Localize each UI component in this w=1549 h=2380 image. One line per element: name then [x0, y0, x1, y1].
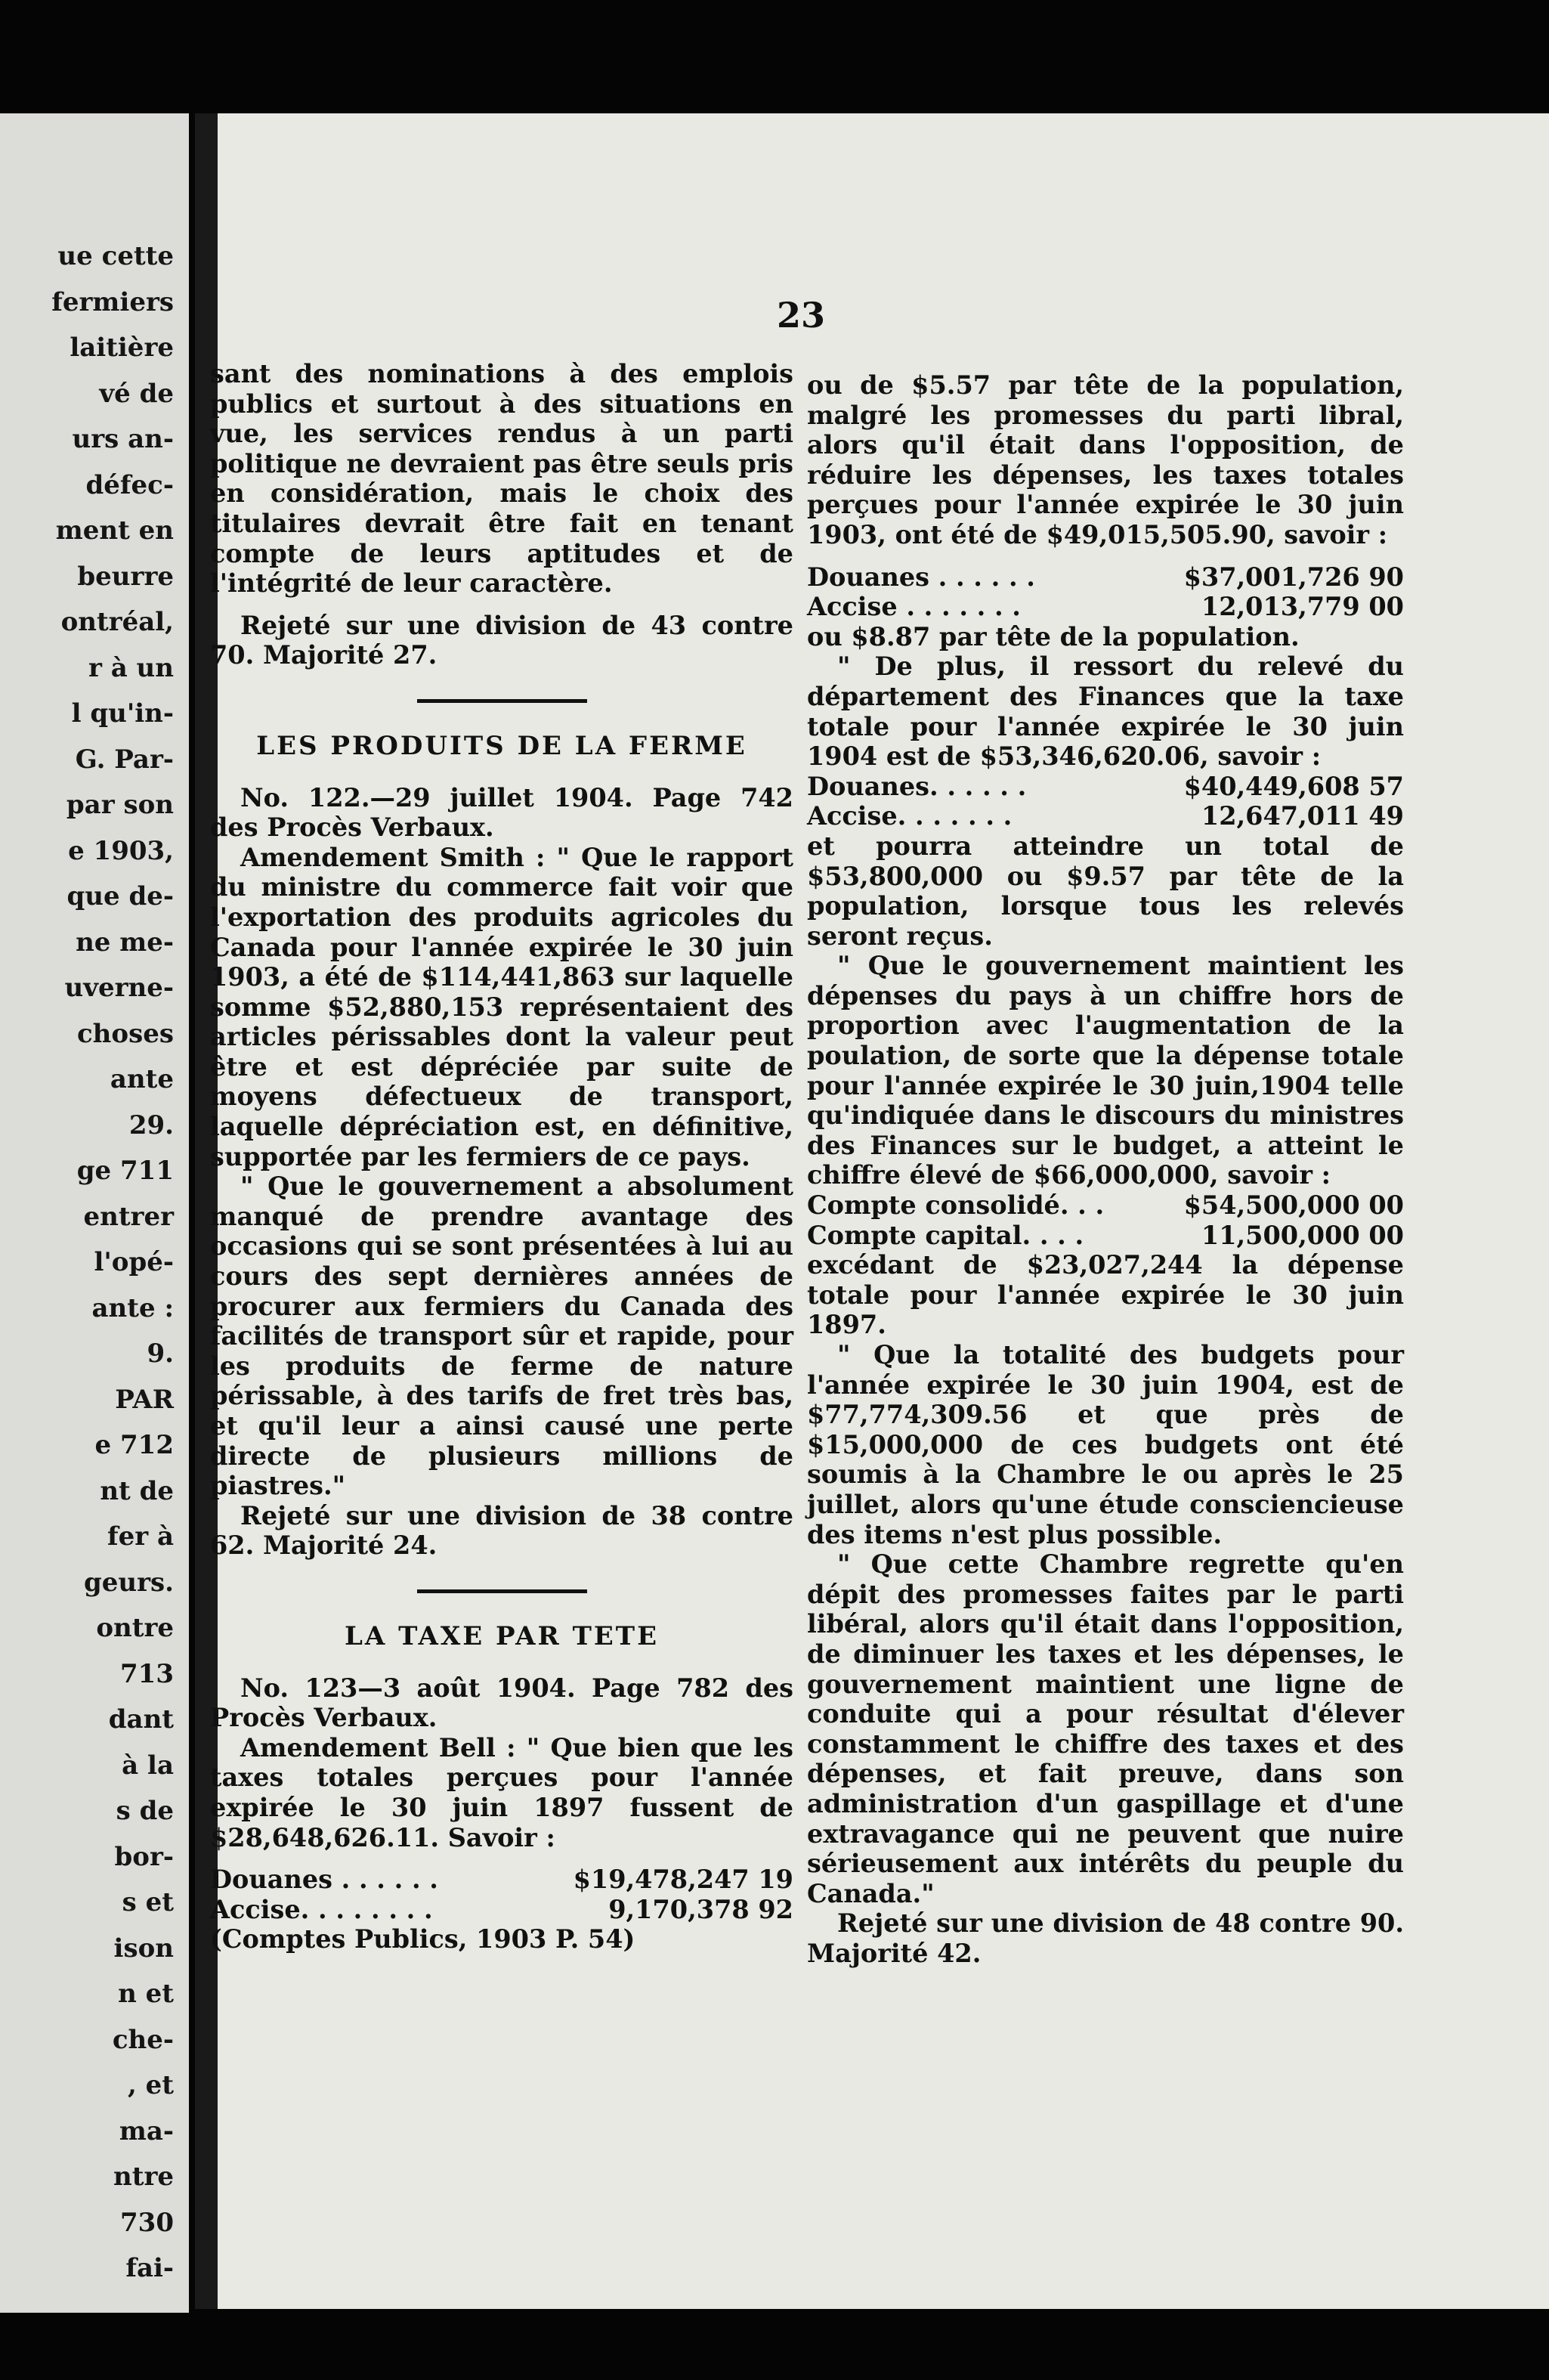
prev-page-line: s et	[122, 1887, 174, 1917]
section-divider	[417, 1589, 587, 1593]
table-cents: 57	[1368, 771, 1404, 801]
paragraph: ou $8.87 par tête de la population.	[807, 621, 1300, 651]
table-row	[210, 1865, 793, 1895]
paragraph: excédant de $23,027,244 la dépense totale pour l'année expirée le 30 juin 1897.	[807, 1250, 1404, 1340]
table-amount: $40,449,608	[1183, 771, 1360, 801]
prev-page-line: s de	[116, 1796, 174, 1826]
table-cents: 19	[758, 1865, 793, 1895]
prev-page-line: que de-	[66, 881, 174, 911]
page-number: 23	[777, 295, 826, 336]
right-column	[807, 370, 1404, 1968]
prev-page-line: ontréal,	[60, 607, 174, 637]
prev-page-line: che-	[112, 2024, 174, 2055]
section-title: LES PRODUITS DE LA FERME	[256, 730, 747, 761]
prev-page-line: uverne-	[64, 973, 174, 1003]
source-note: (Comptes Publics, 1903 P. 54)	[210, 1924, 635, 1954]
table-amount: $54,500,000	[1183, 1190, 1360, 1221]
paragraph: " Que la totalité des budgets pour l'année expirée le 30 juin 1904, est de $77,774,309.56 et que près de $15,000,000 de ces budgets ont été soumis à la Chambre le ou après le 25 juillet, alors qu'une étude consciencieuse des items n'est plus possible.	[807, 1340, 1404, 1549]
table-amount: 11,500,000	[1201, 1220, 1360, 1250]
prev-page-line: fer à	[107, 1521, 174, 1552]
prev-page-line: vé de	[99, 378, 174, 409]
section-reference: No. 123—3 août 1904. Page 782 des Procès Verbaux.	[210, 1673, 793, 1733]
prev-page-line: e 1903,	[68, 835, 174, 866]
prev-page-line: défec-	[85, 469, 174, 500]
prev-page-line: laitière	[70, 333, 174, 363]
paragraph: Amendement Smith : " Que le rapport du ministre du commerce fait voir que l'exportation des produits agricoles du Canada pour l'année expirée le 30 juin 1903, a été de $114,441,863 sur laquelle somme $52,880,153 représentaient des articles périssables dont la valeur peut être et est dépréciée par suite de moyens défectueux de transport, laquelle dépréciation est, en définitive, supportée par les fermiers de ce pays.	[210, 842, 793, 1171]
prev-page-line: ante	[110, 1064, 174, 1094]
paragraph-vote-result: Rejeté sur une division de 38 contre 62. Majorité 24.	[210, 1500, 793, 1561]
prev-page-line: ontre	[96, 1613, 174, 1643]
table-amount: 12,647,011	[1201, 801, 1360, 831]
table-cents: 00	[1368, 592, 1404, 622]
paragraph: " Que le gouvernement maintient les dépenses du pays à un chiffre hors de proportion avec l'augmentation de la poulation, de sorte que la dépense totale pour l'année expirée le 30 juin,1904 telle qu'indiquée dans le discours du ministres des Finances sur le budget, a atteint le chiffre élevé de $66,000,000, savoir :	[807, 951, 1404, 1190]
section-divider	[417, 699, 587, 703]
paragraph: " Que le gouvernement a absolument manqué de prendre avantage des occasions qui se sont présentées à lui au cours des sept dernières années de procurer aux fermiers du Canada des facilités de transport sûr et rapide, pour les produits de ferme de nature périssable, à des tarifs de fret très bas, et qu'il leur a ainsi causé une perte directe de plusieurs millions de piastres."	[210, 1171, 793, 1501]
table-amount: $37,001,726	[1183, 562, 1360, 592]
table-amount: $19,478,247	[573, 1865, 750, 1895]
prev-page-line: fai-	[125, 2253, 174, 2283]
prev-page-line: e 712	[94, 1430, 174, 1460]
prev-page-line: G. Par-	[75, 744, 174, 775]
prev-page-line: bor-	[114, 1841, 174, 1872]
table-amount: 12,013,779	[1201, 592, 1360, 622]
prev-page-line: 9.	[147, 1339, 174, 1369]
prev-page-line: 713	[120, 1658, 174, 1689]
prev-page-line: r à un	[88, 652, 174, 683]
table-label: Accise. . . . . . . .	[210, 1894, 433, 1924]
previous-page-fragment	[0, 113, 189, 2313]
table-row	[807, 1190, 1404, 1221]
table-amount: 9,170,378	[608, 1894, 750, 1924]
table-row	[807, 801, 1404, 831]
document-page	[195, 113, 1549, 2309]
paragraph-vote-result: Rejeté sur une division de 43 contre 70. Majorité 27.	[210, 610, 793, 670]
prev-page-line: 29.	[128, 1110, 174, 1140]
table-label: Douanes . . . . . .	[807, 562, 1035, 592]
table-cents: 00	[1368, 1220, 1404, 1250]
table-row	[807, 1221, 1404, 1251]
table-label: Compte consolidé. . .	[807, 1190, 1105, 1221]
prev-page-line: par son	[66, 790, 174, 820]
prev-page-line: entrer	[83, 1201, 174, 1232]
table-cents: 92	[758, 1894, 793, 1924]
prev-page-line: ntre	[113, 2162, 174, 2192]
prev-page-line: ison	[113, 1933, 174, 1964]
paragraph: " Que cette Chambre regrette qu'en dépit des promesses faites par le parti libéral, alors qu'il était dans l'opposition, de diminuer les taxes et les dépenses, le gouvernement maintient une ligne de conduite qui a pour résultat d'élever constamment le chiffre des taxes et des dépenses, et fait preuve, dans son administration d'un gaspillage et d'une extravagance qui ne peuvent que nuire sérieusement aux intérêts du peuple du Canada."	[807, 1549, 1404, 1908]
section-title: LA TAXE PAR TETE	[344, 1620, 660, 1651]
prev-page-line: ma-	[119, 2115, 174, 2146]
table-cents: 00	[1368, 1190, 1404, 1221]
paragraph: sant des nominations à des emplois publics et surtout à des situations en vue, les services rendus à un parti politique ne devraient pas être seuls pris en considération, mais le choix des titulaires devrait être fait en tenant compte de leurs aptitudes et de l'intégrité de leur caractère.	[210, 359, 793, 599]
table-cents: 49	[1368, 801, 1404, 831]
left-column	[210, 359, 793, 1954]
prev-page-line: l'opé-	[94, 1247, 174, 1277]
prev-page-line: fermiers	[51, 286, 174, 317]
paragraph-vote-result: Rejeté sur une division de 48 contre 90. Majorité 42.	[807, 1908, 1404, 1968]
prev-page-line: ne me-	[76, 927, 174, 958]
prev-page-line: ue cette	[57, 241, 174, 271]
paragraph: ou de $5.57 par tête de la population, malgré les promesses du parti libral, alors qu'il était dans l'opposition, de réduire les dépenses, les taxes totales perçues pour l'année expirée le 30 juin 1903, ont été de $49,015,505.90, savoir :	[807, 370, 1404, 549]
prev-page-line: PAR	[115, 1384, 174, 1415]
prev-page-line: , et	[127, 2070, 174, 2100]
prev-page-line: urs an-	[72, 424, 174, 454]
section-reference: No. 122.—29 juillet 1904. Page 742 des Procès Verbaux.	[210, 782, 793, 843]
prev-page-line: à la	[122, 1750, 174, 1781]
table-row	[807, 772, 1404, 802]
prev-page-line: dant	[108, 1704, 174, 1735]
prev-page-line: ge 711	[76, 1156, 174, 1186]
prev-page-line: l qu'in-	[71, 698, 174, 729]
paragraph: " De plus, il ressort du relevé du département des Finances que la taxe totale pour l'année expirée le 30 juin 1904 est de $53,346,620.06, savoir :	[807, 651, 1404, 772]
prev-page-line: ante :	[91, 1292, 174, 1323]
table-label: Compte capital. . . .	[807, 1220, 1084, 1250]
prev-page-line: beurre	[77, 561, 174, 592]
table-label: Accise . . . . . . .	[807, 592, 1021, 622]
table-label: Douanes . . . . . .	[210, 1865, 438, 1895]
prev-page-line: choses	[76, 1018, 174, 1049]
paragraph: Amendement Bell : " Que bien que les taxes totales perçues pour l'année expirée le 30 juin 1897 fussent de $28,648,626.11. Savoir :	[210, 1732, 793, 1852]
prev-page-line: ment en	[55, 515, 174, 546]
table-row	[807, 562, 1404, 593]
table-label: Accise. . . . . . .	[807, 801, 1013, 831]
table-row	[210, 1895, 793, 1925]
table-row	[807, 592, 1404, 622]
prev-page-line: geurs.	[83, 1567, 174, 1598]
table-label: Douanes. . . . . .	[807, 771, 1027, 801]
paragraph: et pourra atteindre un total de $53,800,000 ou $9.57 par tête de la population, lorsque tous les relevés seront reçus.	[807, 831, 1404, 951]
table-cents: 90	[1368, 562, 1404, 592]
prev-page-line: 730	[120, 2207, 174, 2238]
prev-page-line: n et	[118, 1979, 174, 2009]
prev-page-line: nt de	[100, 1475, 174, 1506]
